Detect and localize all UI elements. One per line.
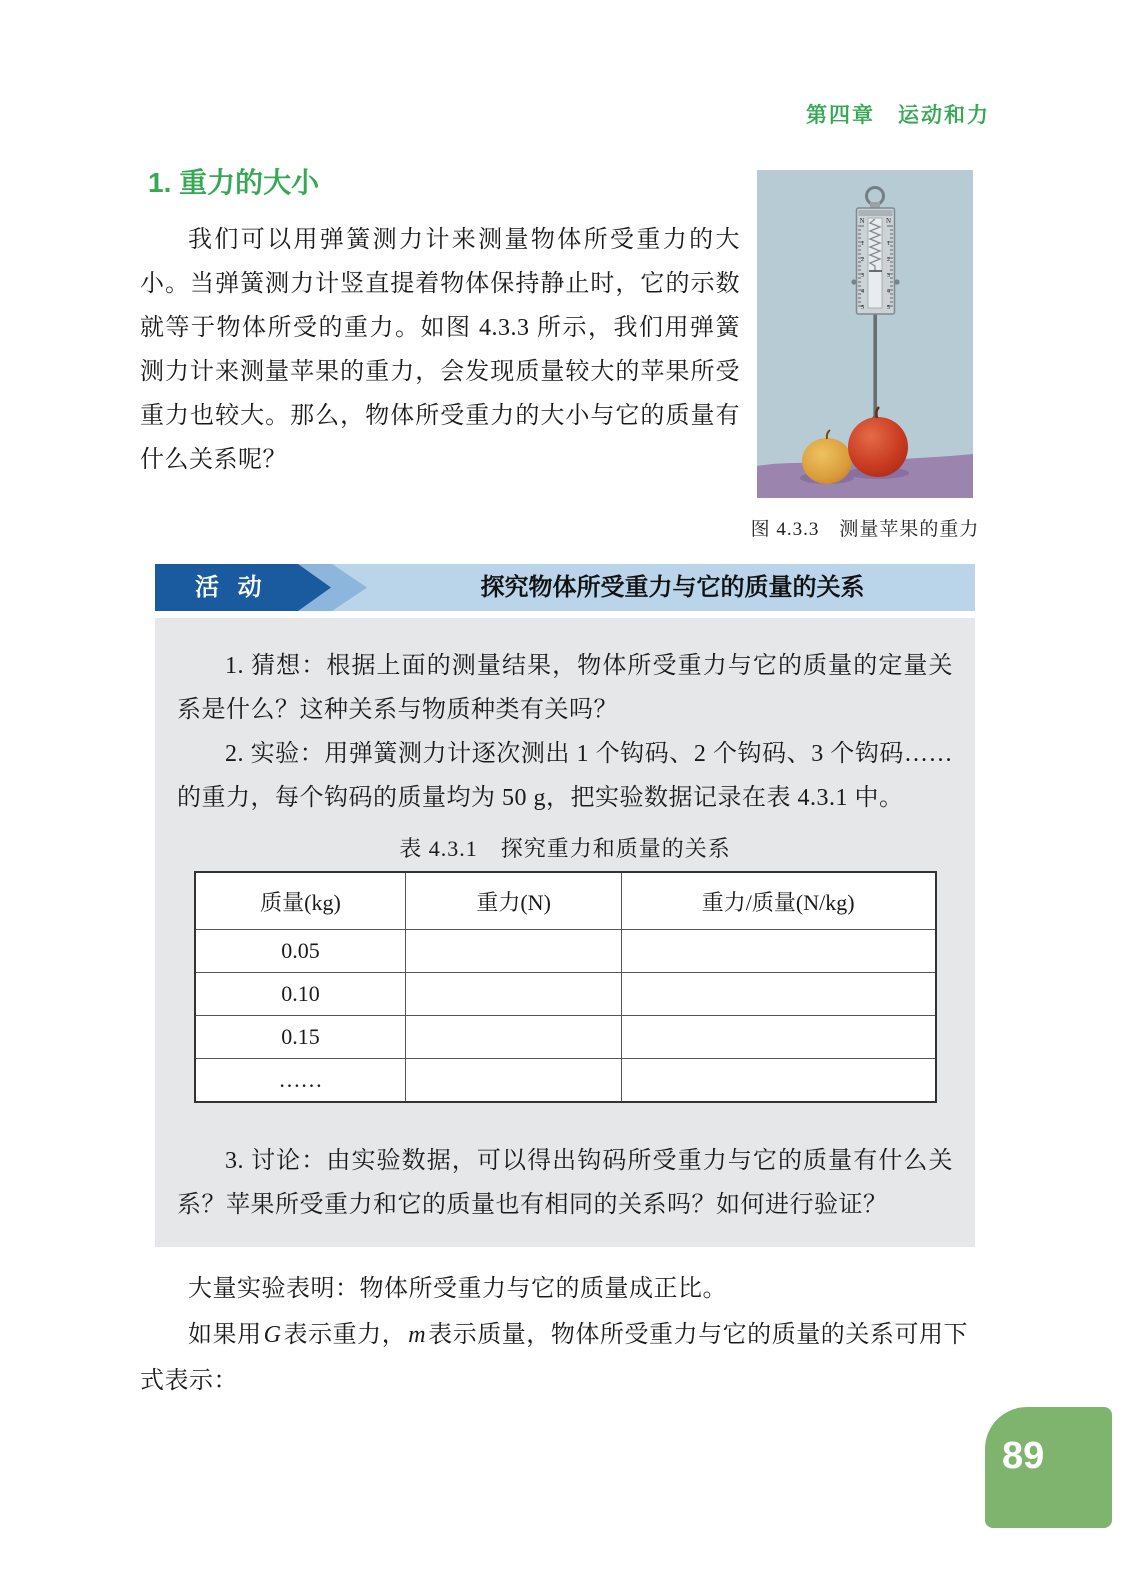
conclusion-paragraph-2: [140, 1312, 968, 1404]
table-header-cell: 重力/质量(N/kg): [621, 872, 935, 930]
table-cell: [406, 930, 621, 973]
red-apple: [848, 417, 908, 477]
conclusion-section: [140, 1266, 968, 1404]
variable-m: m: [408, 1322, 427, 1348]
table-header-cell: 质量(kg): [195, 872, 406, 930]
chapter-header: 第四章 运动和力: [806, 104, 990, 127]
scale-rod: [873, 312, 877, 424]
activity-step-2: 2. 实验：用弹簧测力计逐次测出 1 个钩码、2 个钩码、3 个钩码……的重力，每个钩码的质量均为 50 g，把实验数据记录在表 4.3.1 中。: [177, 741, 953, 811]
table-cell: [406, 1059, 621, 1103]
scale-number: 5: [861, 305, 864, 311]
table-row: [195, 1016, 936, 1059]
orange-apple: [802, 438, 852, 484]
table-cell: 0.05: [195, 930, 406, 973]
page-number: 89: [1002, 1435, 1045, 1477]
para2-mid: 表示重力，: [283, 1322, 407, 1348]
table-cell: [621, 973, 935, 1016]
scale-unit-left: N: [859, 217, 865, 225]
scale-side-peg: [894, 279, 899, 284]
apple-weighing-photo: [757, 170, 973, 498]
table-cell: 0.15: [195, 1016, 406, 1059]
para2-pre: 如果用: [188, 1322, 262, 1348]
section-title: 1. 重力的大小: [148, 167, 320, 198]
page-number-badge: [985, 1407, 1112, 1528]
para2-post: 表示质量，物体所受重力与它的质量的关系可用下式表示：: [140, 1322, 969, 1394]
table-cell: 0.10: [195, 973, 406, 1016]
intro-paragraph: 我们可以用弹簧测力计来测量物体所受重力的大小。当弹簧测力计竖直提着物体保持静止时，它的示数就等于物体所受的重力。如图 4.3.3 所示，我们用弹簧测力计来测量苹果的重力，会发现质量较大的苹果所受重力也较大。那么，物体所受重力的大小与它的质量有什么关系呢？: [140, 226, 740, 473]
table-cell: [406, 973, 621, 1016]
scale-number: 4: [861, 289, 864, 295]
scale-number: 2: [861, 257, 864, 263]
scale-number: 1: [887, 241, 890, 247]
table-cell: [406, 1016, 621, 1059]
intro-section: [140, 166, 980, 549]
scale-side-peg: [851, 279, 856, 284]
table-row: [195, 973, 936, 1016]
scale-number: 3: [887, 273, 890, 279]
table-header-cell: 重力(N): [406, 872, 621, 930]
table-cell: ……: [195, 1059, 406, 1103]
table-header-row: [195, 872, 936, 930]
activity-label: 活 动: [195, 574, 268, 601]
activity-body: [155, 618, 975, 1247]
scale-top-cap: [859, 210, 893, 216]
table-row: [195, 930, 936, 973]
table-cell: [621, 930, 935, 973]
table-cell: [621, 1016, 935, 1059]
table-title: 表 4.3.1 探究重力和质量的关系: [399, 836, 731, 861]
scale-number: 3: [861, 273, 864, 279]
activity-step-3: 3. 讨论：由实验数据，可以得出钩码所受重力与它的质量有什么关系？苹果所受重力和它的质量也有相同的关系吗？如何进行验证？: [177, 1148, 953, 1218]
activity-block: [155, 564, 975, 1247]
figure: [750, 170, 980, 541]
scale-number: 1: [861, 241, 864, 247]
scale-number: 2: [887, 257, 890, 263]
scale-number: 5: [887, 305, 890, 311]
figure-caption: 图 4.3.3 测量苹果的重力: [750, 519, 980, 540]
table-cell: [621, 1059, 935, 1103]
scale-number: 4: [887, 289, 890, 295]
table-row: [195, 1059, 936, 1103]
data-table: [194, 871, 937, 1103]
conclusion-paragraph-1: 大量实验表明：物体所受重力与它的质量成正比。: [188, 1276, 727, 1302]
variable-g: G: [263, 1322, 282, 1348]
activity-banner: [155, 564, 975, 611]
scale-unit-right: N: [885, 217, 892, 225]
activity-step-1: 1. 猜想：根据上面的测量结果，物体所受重力与它的质量的定量关系是什么？这种关系与物质种类有关吗？: [177, 653, 953, 723]
activity-title: 探究物体所受重力与它的质量的关系: [480, 574, 865, 601]
